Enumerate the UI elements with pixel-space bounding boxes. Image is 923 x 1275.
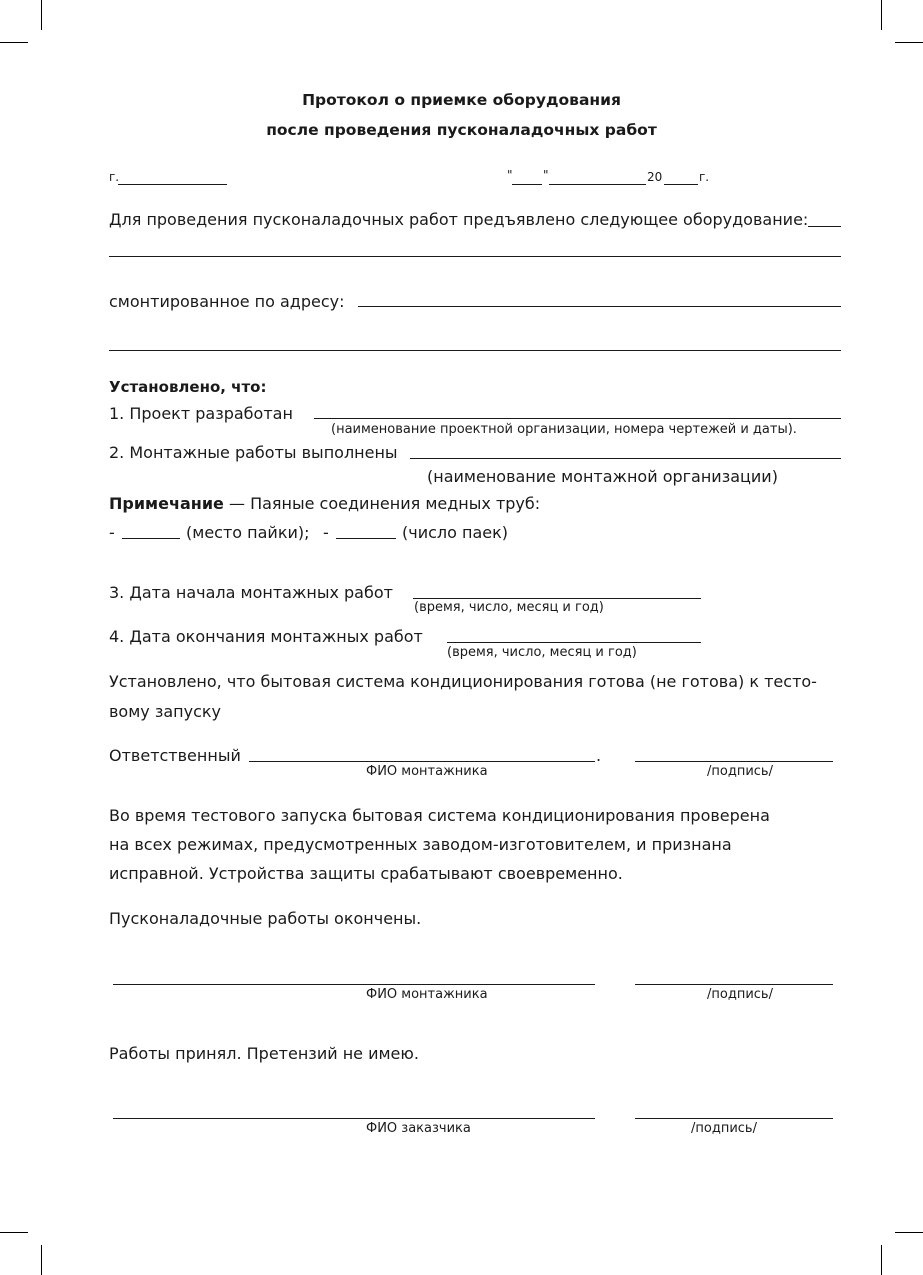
installer-field[interactable] (410, 458, 841, 459)
document-title-line2: после проведения пусконаладочных работ (266, 121, 657, 139)
responsible-label: Ответственный (109, 746, 241, 765)
customer-fio-hint: ФИО заказчика (366, 1121, 471, 1136)
day-field[interactable] (512, 184, 542, 185)
finished-text: Пусконаладочные работы окончены. (109, 909, 422, 928)
item3-hint: (время, число, месяц и год) (414, 600, 604, 615)
year-prefix: 20 (647, 170, 663, 184)
end-date-field[interactable] (447, 642, 701, 643)
city-prefix: г. (109, 170, 120, 184)
solder-count-field[interactable] (336, 538, 396, 539)
crop-mark (41, 0, 42, 30)
accepted-text: Работы принял. Претензий не имею. (109, 1044, 419, 1063)
responsible-fio-field[interactable] (249, 761, 595, 762)
customer-signature-field[interactable] (635, 1118, 833, 1119)
installer-fio-hint: ФИО монтажника (366, 987, 488, 1002)
city-field[interactable] (118, 184, 227, 185)
crop-mark (895, 1232, 923, 1233)
item1-label: 1. Проект разработан (109, 404, 293, 423)
item1-hint: (наименование проектной организации, номера чертежей и даты). (331, 422, 797, 437)
equipment-field[interactable] (808, 226, 841, 227)
equipment-intro: Для проведения пусконаладочных работ предъявлено следующее оборудование: (109, 210, 809, 229)
solder-place-hint: (место пайки); (186, 523, 310, 542)
ready-text-line1: Установлено, что бытовая система кондиционирования готова (не готова) к тесто- (109, 672, 817, 691)
note-label: Примечание (109, 494, 224, 513)
solder-count-hint: (число паек) (402, 523, 509, 542)
date-open-quote: " (507, 168, 513, 182)
solder-dash-1: - (109, 523, 115, 542)
test-text-line3: исправной. Устройства защиты срабатывают своевременно. (109, 864, 623, 883)
crop-mark (881, 1245, 882, 1275)
start-date-field[interactable] (413, 598, 701, 599)
test-text-line2: на всех режимах, предусмотренных заводом-изготовителем, и признана (109, 835, 732, 854)
item4-label: 4. Дата окончания монтажных работ (109, 627, 423, 646)
customer-sign-hint: /подпись/ (691, 1121, 757, 1136)
item3-label: 3. Дата начала монтажных работ (109, 583, 393, 602)
test-text-line1: Во время тестового запуска бытовая система кондиционирования проверена (109, 806, 770, 825)
month-field[interactable] (549, 184, 646, 185)
responsible-fio-hint: ФИО монтажника (366, 764, 488, 779)
address-field[interactable] (358, 306, 841, 307)
solder-place-field[interactable] (122, 538, 180, 539)
year-field[interactable] (664, 184, 698, 185)
address-field-continued[interactable] (109, 350, 841, 351)
date-close-quote: " (543, 168, 549, 182)
note-line (109, 494, 540, 513)
responsible-signature-field[interactable] (635, 761, 833, 762)
installer-sign-hint: /подпись/ (707, 987, 773, 1002)
equipment-field-continued[interactable] (109, 256, 841, 257)
year-suffix: г. (699, 170, 710, 184)
mounted-address-label: смонтированное по адресу: (109, 292, 345, 311)
item2-label: 2. Монтажные работы выполнены (109, 443, 398, 462)
solder-dash-2: - (323, 523, 329, 542)
item2-hint: (наименование монтажной организации) (427, 467, 778, 486)
project-field[interactable] (314, 418, 841, 419)
item4-hint: (время, число, месяц и год) (447, 645, 637, 660)
crop-mark (895, 42, 923, 43)
crop-mark (0, 42, 28, 43)
customer-fio-field[interactable] (113, 1118, 595, 1119)
document-title-line1: Протокол о приемке оборудования (302, 91, 621, 109)
note-text: — Паяные соединения медных труб: (228, 494, 541, 513)
crop-mark (881, 0, 882, 30)
installer-signature-field[interactable] (635, 984, 833, 985)
ready-text-line2: вому запуску (109, 702, 222, 721)
responsible-sign-hint: /подпись/ (707, 764, 773, 779)
crop-mark (41, 1245, 42, 1275)
responsible-dot: . (596, 746, 602, 765)
crop-mark (0, 1232, 28, 1233)
established-heading: Установлено, что: (109, 378, 267, 396)
installer-fio-field[interactable] (113, 984, 595, 985)
